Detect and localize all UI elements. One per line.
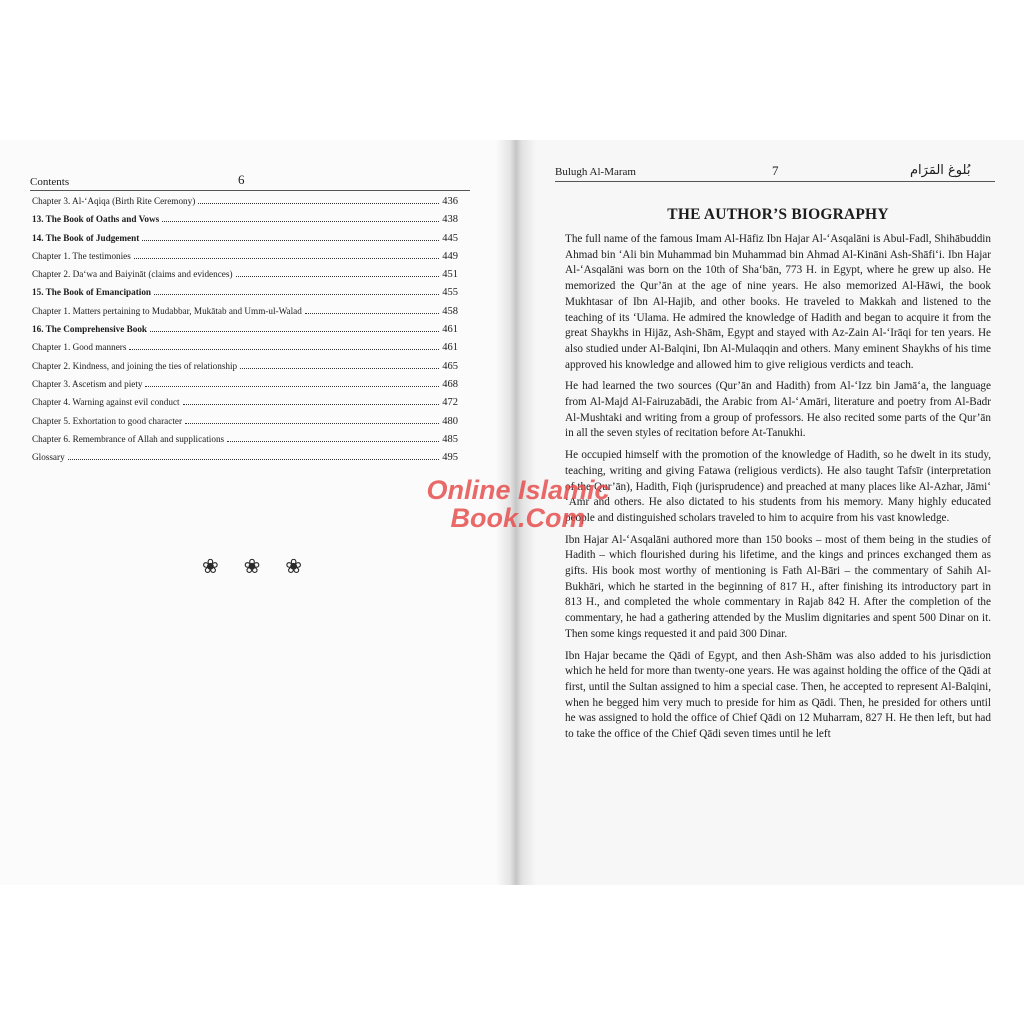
toc-entry-title: Chapter 2. Da‘wa and Baiyināt (claims and evidences)	[32, 269, 233, 280]
right-page-number: 7	[772, 163, 779, 178]
toc-leader-dots	[236, 276, 440, 277]
toc-row	[32, 214, 458, 232]
toc-page-number: 458	[442, 305, 458, 317]
toc-row	[32, 233, 458, 251]
toc-entry-title: 14. The Book of Judgement	[32, 232, 140, 243]
toc-leader-dots	[145, 386, 439, 387]
toc-page-number: 461	[442, 324, 458, 336]
watermark-line: Book.Com	[450, 503, 586, 533]
toc-page-number: 451	[442, 269, 458, 281]
toc-page-number: 495	[442, 452, 458, 464]
toc-page-number: 480	[442, 415, 458, 427]
toc-row	[32, 361, 458, 379]
toc-entry-title: Chapter 2. Kindness, and joining the ties of relationship	[32, 360, 238, 371]
toc-leader-dots	[154, 294, 439, 295]
toc-leader-dots	[305, 313, 439, 314]
toc-entry-title: Chapter 5. Exhortation to good character	[32, 415, 183, 426]
toc-row	[32, 379, 458, 397]
watermark	[388, 476, 648, 532]
toc-leader-dots	[183, 404, 440, 405]
right-page-arabic-title: بُلوغ المَرَام	[910, 163, 971, 178]
left-page-number: 6	[238, 172, 245, 187]
toc-leader-dots	[240, 368, 439, 369]
toc-entry-title: Chapter 6. Remembrance of Allah and supplications	[32, 433, 225, 444]
biography-paragraph: The full name of the famous Imam Al-Hāfiz Ibn Hajar Al-‘Asqalāni is Abul-Fadl, Shihābuddin Ahmad bin ‘Ali bin Muhammad bin Muhammad bin Ahmad Al-Kināni Ash-Shāfi‘i. Ibn Hajar Al-‘Asqalāni was born on the 10th of Sha‘bān, 773 H. in Egypt, where he grew up also. He memorized the Qur’ān at the age of nine years. He also memorized Al-Hāwi, the book Mukhtasar of Ibn Al-Hajib, and other books. He traveled to Makkah and listened to the teaching of its ‘Ulama. He admired the knowledge of Hadith and began to acquire it from the great Shaykhs in Hijāz, Ash-Shām, Egypt and stayed with Az-Zain Al-‘Irāqi for ten years. He also studied under Al-Balqini, Ibn Al-Mulaqqin and others. Many eminent Shaykhs of his time approved his knowledge and allowed him to give religious verdicts and teach.	[565, 233, 991, 371]
toc-page-number: 438	[442, 214, 458, 226]
toc-page-number: 449	[442, 250, 458, 262]
toc-page-number: 445	[442, 232, 458, 244]
biography-paragraph: Ibn Hajar Al-‘Asqalāni authored more than 150 books – most of them being in the studies of Hadith – which flourished during his lifetime, and the kings and princes exchanged them as gifts. His book most worthy of mentioning is Fath Al-Bāri – the commentary of Sahih Al-Bukhāri, which he started in the beginning of 817 H., after finishing its introductory part in 813 H., and completed the whole commentary in Rajab 842 H. After the completion of the commentary, he had a gathering attended by the Muslim dignitaries and spent 500 Dinar on it. Then some kings requested it and paid 300 Dinar.	[565, 533, 991, 640]
flower-ornament-icon: ❀	[285, 554, 302, 578]
toc-leader-dots	[134, 258, 439, 259]
toc-entry-title: Chapter 1. Good manners	[32, 342, 127, 353]
toc-page-number: 461	[442, 342, 458, 354]
toc-entry-title: Chapter 1. The testimonies	[32, 250, 131, 261]
toc-row	[32, 306, 458, 324]
toc-row	[32, 452, 458, 470]
toc-entry-title: 16. The Comprehensive Book	[32, 324, 148, 335]
toc-row	[32, 342, 458, 360]
toc-entry-title: Chapter 4. Warning against evil conduct	[32, 397, 180, 408]
toc-page-number: 436	[442, 196, 458, 207]
toc-page-number: 472	[442, 397, 458, 409]
biography-heading: THE AUTHOR’S BIOGRAPHY	[667, 206, 889, 223]
toc-row	[32, 324, 458, 342]
ornament-row	[202, 554, 302, 578]
biography-paragraph: He occupied himself with the promotion of the knowledge of Hadith, so he dwelt in its study, teaching, writing and giving Fatawa (religious verdicts). He also taught Tafsīr (interpretation of the Qur’ān), Hadith, Fiqh (jurisprudence) and preached at many places like Al-Azhar, Jāmi‘ ‘Amr and others. He also dictated to his students from his memory. Many highly educated people and distinguished scholars traveled to him to acquire from his vast knowledge.	[565, 449, 991, 524]
toc-page-number: 465	[442, 360, 458, 372]
toc-leader-dots	[227, 441, 439, 442]
toc-leader-dots	[68, 459, 440, 460]
flower-ornament-icon: ❀	[243, 554, 261, 578]
toc-row	[32, 287, 458, 305]
toc-row	[32, 397, 458, 415]
toc-entry-title: 15. The Book of Emancipation	[32, 287, 152, 298]
toc-entry-title: Glossary	[32, 452, 65, 463]
table-of-contents	[32, 196, 458, 470]
flower-ornament-icon: ❀	[202, 554, 219, 578]
toc-entry-title: Chapter 3. Al-‘Aqiqa (Birth Rite Ceremony)	[32, 196, 196, 206]
toc-row	[32, 251, 458, 269]
right-header-rule	[555, 181, 995, 182]
toc-leader-dots	[198, 203, 439, 204]
right-page-header-title: Bulugh Al-Maram	[555, 166, 636, 178]
toc-leader-dots	[150, 331, 439, 332]
toc-page-number: 468	[442, 378, 458, 390]
biography-paragraph: He had learned the two sources (Qur’ān and Hadith) from Al-‘Izz bin Jamā‘a, the language from Al-Majd Al-Fairuzabādi, the Arabic from Al-‘Amāri, literature and poetry from Al-Badr Al-Mushtaki and writing from a group of professors. He also recited some parts of the Qur’ān in all the seven styles of recitation before At-Tanukhi.	[565, 380, 991, 440]
toc-leader-dots	[142, 240, 439, 241]
left-header-rule	[30, 190, 470, 191]
left-page-header-title: Contents	[30, 176, 70, 188]
toc-row	[32, 269, 458, 287]
toc-row	[32, 196, 458, 214]
toc-entry-title: Chapter 3. Ascetism and piety	[32, 378, 143, 389]
toc-leader-dots	[185, 423, 439, 424]
toc-leader-dots	[129, 349, 439, 350]
toc-leader-dots	[162, 221, 439, 222]
toc-page-number: 485	[442, 433, 458, 445]
biography-paragraph: Ibn Hajar became the Qādi of Egypt, and then Ash-Shām was also added to his jurisdiction which he held for more than twenty-one years. He was against holding the office of the Qādi at first, until the Sultan assigned to him a special case. Then, he accepted to represent Al-Balqini, when he begged him very much to preside for him as Qādi. Then, he presided for others until he was assigned to hold the office of Chief Qādi on 12 Muharram, 827 H. He then left, but had to take the office of the Chief Qādi seven times until he left	[565, 649, 991, 741]
toc-entry-title: 13. The Book of Oaths and Vows	[32, 214, 160, 225]
toc-entry-title: Chapter 1. Matters pertaining to Mudabbar, Mukātab and Umm-ul-Walad	[32, 305, 302, 316]
toc-row	[32, 416, 458, 434]
watermark-line: Online Islamic	[426, 475, 610, 505]
toc-row	[32, 434, 458, 452]
toc-page-number: 455	[442, 287, 458, 299]
